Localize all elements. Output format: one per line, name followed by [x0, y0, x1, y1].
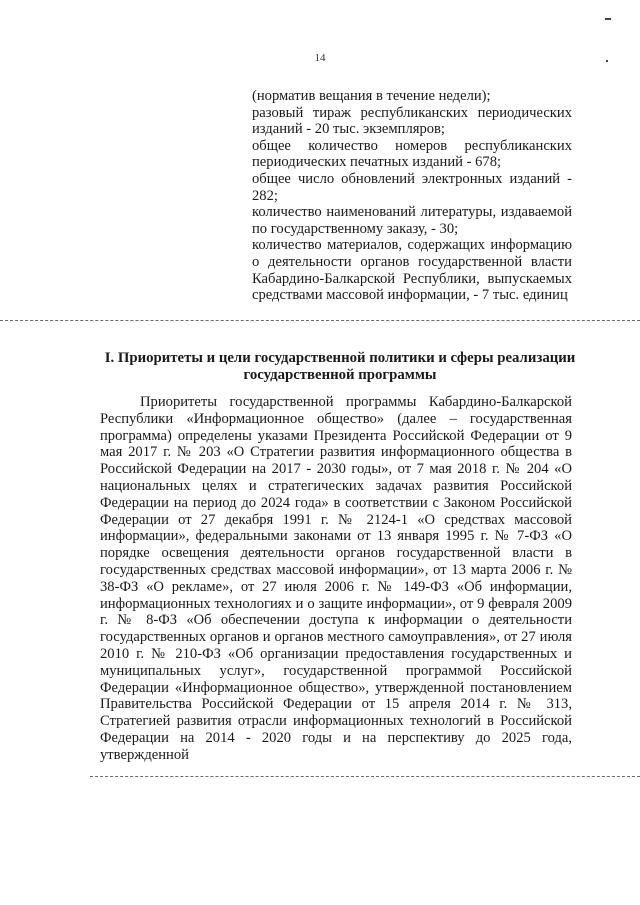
indicator-item: количество материалов, содержащих информацию о деятельности органов государственной власти Кабардино-Балкарской Республики, выпускаемых средствами массовой информации, - 7 тыс. единиц	[252, 237, 572, 304]
scan-mark-dot	[606, 60, 608, 62]
indicator-list	[252, 88, 572, 304]
page-number: 14	[314, 52, 326, 64]
indicator-item: общее число обновлений электронных изданий - 282;	[252, 170, 572, 204]
indicator-item: разовый тираж республиканских периодических изданий - 20 тыс. экземпляров;	[252, 104, 572, 138]
page-cut-line-lower	[90, 776, 640, 777]
indicator-item: количество наименований литературы, издаваемой по государственному заказу, - 30;	[252, 204, 572, 237]
scan-mark-top	[605, 18, 611, 20]
indicator-item: (норматив вещания в течение недели);	[252, 88, 491, 104]
indicator-item: общее количество номеров республиканских периодических печатных изданий - 678;	[252, 137, 572, 171]
section-title: I. Приоритеты и цели государственной политики и сферы реализации государственной программы	[104, 350, 576, 383]
section-paragraph: Приоритеты государственной программы Кабардино-Балкарской Республики «Информационное общество» (далее – государственная программа) определены указами Президента Российской Федерации от 9 мая 2017 г. № 203 «О Стратегии развития информационного общества в Российской Федерации на 2017 - 2030 годы», от 7 мая 2018 г. № 204 «О национальных целях и стратегических задачах развития Российской Федерации на период до 2024 года» в соответствии с Законом Российской Федерации от 27 декабря 1991 г. № 2124-1 «О средствах массовой информации», федеральными законами от 13 января 1995 г. № 7-ФЗ «О порядке освещения деятельности органов государственной власти в государственных средствах массовой информации», от 13 марта 2006 г. № 38-ФЗ «О рекламе», от 27 июля 2006 г. № 149-ФЗ «Об информации, информационных технологиях и о защите информации», от 9 февраля 2009 г. № 8-ФЗ «Об обеспечении доступа к информации о деятельности государственных органов и органов местного самоуправления», от 27 июля 2010 г. № 210-ФЗ «Об организации предоставления государственных и муниципальных услуг», государственной программой Российской Федерации «Информационное общество», утвержденной постановлением Правительства Российской Федерации от 15 апреля 2014 г. № 313, Стратегией развития отрасли информационных технологий в Российской Федерации на 2014 - 2020 годы и на перспективу до 2025 года, утвержденной	[100, 394, 572, 763]
page-cut-line	[0, 320, 640, 321]
